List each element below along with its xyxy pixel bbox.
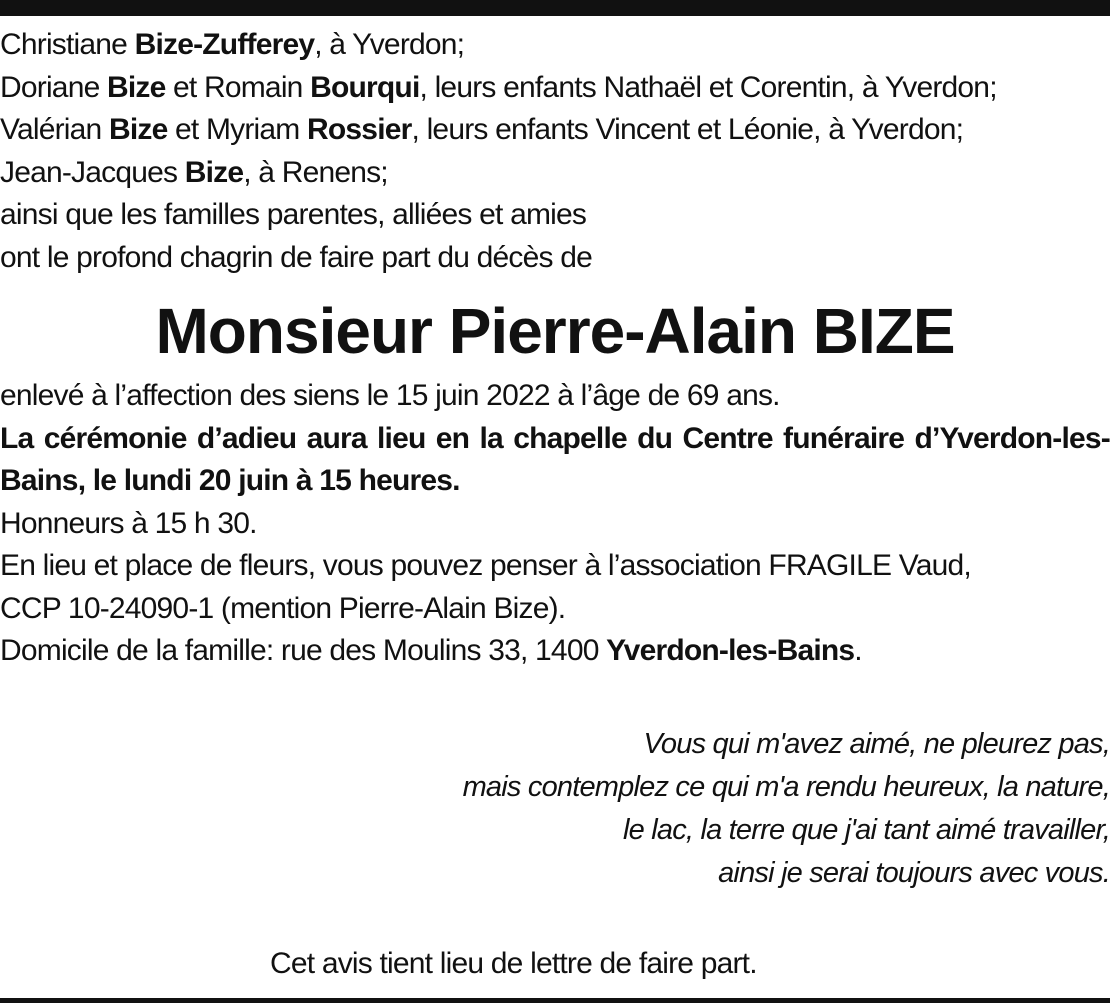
poem-line: Vous qui m'avez aimé, ne pleurez pas, xyxy=(643,727,1110,760)
deceased-name: Monsieur Pierre-Alain BIZE xyxy=(155,295,955,367)
donation-line-2: CCP 10-24090-1 (mention Pierre-Alain Bize). xyxy=(0,591,566,625)
family-line-5: ainsi que les familles parentes, alliées et amies xyxy=(0,198,587,231)
family-line-2: Doriane Bize et Romain Bourqui, leurs enfants Nathaël et Corentin, à Yverdon; xyxy=(0,70,997,104)
closing-note: Cet avis tient lieu de lettre de faire part. xyxy=(270,946,757,980)
poem-line: le lac, la terre que j'ai tant aimé travailler, xyxy=(623,813,1110,846)
top-rule xyxy=(0,0,1110,16)
death-details: enlevé à l’affection des siens le 15 juin 2022 à l’âge de 69 ans. xyxy=(0,379,780,412)
family-line-3: Valérian Bize et Myriam Rossier, leurs enfants Vincent et Léonie, à Yverdon; xyxy=(0,113,964,146)
family-domicile: Domicile de la famille: rue des Moulins 33, 1400 Yverdon-les-Bains. xyxy=(0,634,862,667)
honours-time: Honneurs à 15 h 30. xyxy=(0,506,257,540)
poem-line: ainsi je serai toujours avec vous. xyxy=(718,856,1110,889)
bottom-rule xyxy=(0,998,1110,1003)
death-notice xyxy=(0,24,1110,985)
poem xyxy=(0,723,1110,895)
poem-line: mais contemplez ce qui m'a rendu heureux, la nature, xyxy=(462,770,1110,803)
donation-line-1: En lieu et place de fleurs, vous pouvez penser à l’association FRAGILE Vaud, xyxy=(0,549,971,582)
family-line-4: Jean-Jacques Bize, à Renens; xyxy=(0,155,388,189)
ceremony-details: La cérémonie d’adieu aura lieu en la chapelle du Centre funéraire d’Yverdon-les-Bains, le lundi 20 juin à 15 heures. xyxy=(0,421,1110,497)
family-line-1: Christiane Bize-Zufferey, à Yverdon; xyxy=(0,28,465,61)
family-line-6: ont le profond chagrin de faire part du décès de xyxy=(0,240,593,274)
